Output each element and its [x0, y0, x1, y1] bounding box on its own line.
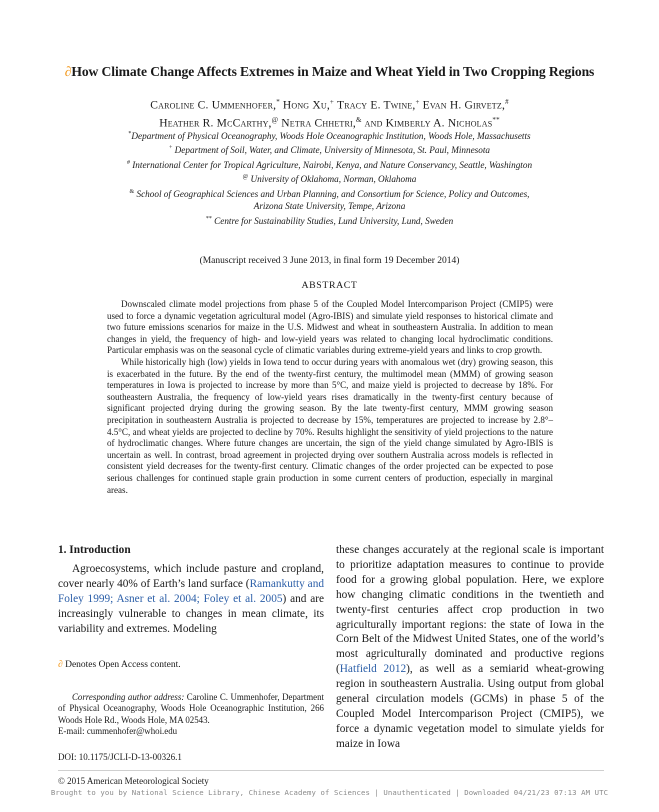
author-list	[0, 95, 659, 130]
abstract-body	[107, 299, 553, 496]
paper-title	[0, 64, 659, 80]
intro-paragraph	[58, 562, 324, 637]
open-access-note-text: Denotes Open Access content.	[65, 660, 181, 670]
author-name: Evan H. Girvetz,	[422, 99, 506, 112]
corresponding-author	[58, 692, 324, 738]
abstract-heading: ABSTRACT	[301, 280, 358, 291]
affiliation-list	[0, 128, 659, 227]
copyright: © 2015 American Meteorological Society	[58, 776, 209, 786]
affil-mark: +	[168, 145, 173, 152]
body-text: these changes accurately at the regional scale is important to prioritize adaptation measures to continue to provide food for a growing global population. Here, we explore how changing climatic conditions in the twentieth and twenty-first centuries affect crop production in two agriculturally important regions: the state of Iowa in the Corn Belt of the Midwest United States, one of the world’s most agriculturally dominated and productive regions (	[336, 544, 604, 676]
affiliation-text: Centre for Sustainability Studies, Lund University, Lund, Sweden	[214, 215, 454, 226]
author-name: Hong Xu,	[282, 99, 330, 112]
affil-mark: +	[415, 98, 420, 106]
affiliation-text: School of Geographical Sciences and Urban Planning, and Consortium for Science, Policy and Outcomes,	[136, 188, 530, 199]
corresponding-label: Corresponding author address:	[72, 692, 185, 702]
divider	[58, 770, 604, 771]
author-name: Netra Chhetri,	[281, 117, 356, 130]
open-access-note	[58, 660, 181, 670]
author-name: Caroline C. Ummenhofer,	[150, 99, 277, 112]
author-name: Tracy E. Twine,	[337, 99, 416, 112]
open-access-icon: ∂	[64, 64, 72, 79]
affil-mark: &	[129, 188, 135, 195]
affiliation-item	[0, 142, 659, 156]
download-footer: Brought to you by National Science Library, Chinese Academy of Sciences | Unauthenticated | Downloaded 04/21/23 07:13 AM UTC	[50, 788, 609, 797]
author-line-1	[0, 95, 659, 113]
intro-paragraph	[336, 543, 604, 752]
affiliation-text: Arizona State University, Tempe, Arizona	[253, 201, 406, 212]
affiliation-text: International Center for Tropical Agriculture, Nairobi, Kenya, and Nature Conservancy, Seattle, Washington	[132, 160, 533, 170]
affil-mark: #	[126, 159, 130, 166]
affil-mark: #	[505, 98, 509, 106]
affiliation-text: University of Oklahoma, Norman, Oklahoma	[250, 174, 417, 185]
affiliation-text: Department of Physical Oceanography, Woods Hole Oceanographic Institution, Woods Hole, Massachusetts	[131, 131, 531, 142]
affil-mark: @	[271, 115, 279, 124]
manuscript-received: (Manuscript received 3 June 2013, in final form 19 December 2014)	[199, 256, 460, 266]
citation-link[interactable]: Hatfield 2012	[339, 663, 407, 676]
corresponding-email: E-mail: cummenhofer@whoi.edu	[58, 726, 178, 737]
affiliation-item	[0, 213, 659, 227]
corresponding-text: Caroline C. Ummenhofer, Department of Physical Oceanography, Woods Hole Oceanographic Institution, 266 Woods Hole Rd., Woods Hole, MA 02543.	[58, 692, 324, 725]
doi: DOI: 10.1175/JCLI-D-13-00326.1	[58, 752, 182, 762]
corresponding-address	[58, 692, 324, 726]
citation-link[interactable]: Ramankutty and Foley 1999; Asner et al. 2004; Foley et al. 2005	[58, 577, 324, 605]
abstract-paragraph: Downscaled climate model projections from phase 5 of the Coupled Model Intercomparison Project (CMIP5) were used to force a dynamic vegetation agricultural model (Agro-IBIS) and simulate yield responses to historical climate and two future emissions scenarios for maize in the U.S. Midwest and wheat in southeastern Australia. In addition to mean changes in yield, the frequency of high- and low-yield years was related to changing local hydroclimatic conditions. Particular emphasis was on the seasonal cycle of climatic variables during extreme-yield years and links to crop growth.	[107, 299, 553, 356]
affiliation-item	[0, 171, 659, 185]
author-name: Heather R. McCarthy,	[159, 117, 272, 130]
affil-mark: *	[276, 98, 280, 106]
affil-mark: **	[492, 115, 500, 124]
section-heading: 1. Introduction	[58, 544, 131, 556]
intro-left-column	[58, 562, 324, 637]
intro-right-column	[336, 543, 604, 752]
affil-mark: @	[242, 174, 249, 181]
affil-mark: **	[205, 215, 212, 222]
body-text: Agroecosystems, which include pasture and cropland, cover nearly 40% of Earth’s land surface (	[58, 563, 324, 590]
paper-title-text: How Climate Change Affects Extremes in Maize and Wheat Yield in Two Cropping Regions	[71, 64, 595, 79]
affil-mark: +	[329, 98, 335, 106]
affiliation-text: Department of Soil, Water, and Climate, University of Minnesota, St. Paul, Minnesota	[174, 145, 490, 156]
affiliation-item	[0, 186, 659, 200]
affiliation-item	[0, 128, 659, 142]
affiliation-item	[0, 200, 659, 212]
body-text: ), as well as a semiarid wheat-growing region in southeastern Australia. Using output from global general circulation models (GCMs) in phase 5 of the Coupled Model Intercomparison Project (CMIP5), we force a dynamic vegetation model to simulate yields for maize in Iowa	[336, 663, 604, 750]
affiliation-item	[0, 157, 659, 171]
abstract-paragraph: While historically high (low) yields in Iowa tend to occur during years with anomalous wet (dry) growing season, this is exacerbated in the future. By the end of the twenty-first century, the multimodel mean (MMM) of growing season temperatures in Iowa is projected to increase by more than 5°C, and maize yield is projected to decrease by 18%. For southeastern Australia, the frequency of low-yield years rises dramatically in the twenty-first century because of significant projected drying during the growing season. By the late twenty-first century, MMM growing season precipitation in southeastern Australia is projected to decrease by 15%, temperatures are projected to increase by 2.8°–4.5°C, and wheat yields are projected to decline by 70%. Results highlight the sensitivity of yield projections to the nature of hydroclimatic changes. Where future changes are uncertain, the sign of the yield change simulated by Agro-IBIS is uncertain as well. In contrast, broad agreement in projected drying over southern Australia across models is reflected in consistent yield decreases for the twenty-first century. Climatic changes of the order projected can be expected to pose serious challenges for continued staple grain production in some current centers of production, especially in marginal areas.	[107, 356, 553, 495]
open-access-icon: ∂	[58, 660, 63, 670]
affil-mark: *	[128, 131, 132, 137]
body-text: ) and are increasingly vulnerable to changes in mean climate, its variability and extremes. Modeling	[58, 592, 324, 635]
author-name: and Kimberly A. Nicholas	[364, 117, 493, 130]
affil-mark: &	[356, 115, 362, 124]
